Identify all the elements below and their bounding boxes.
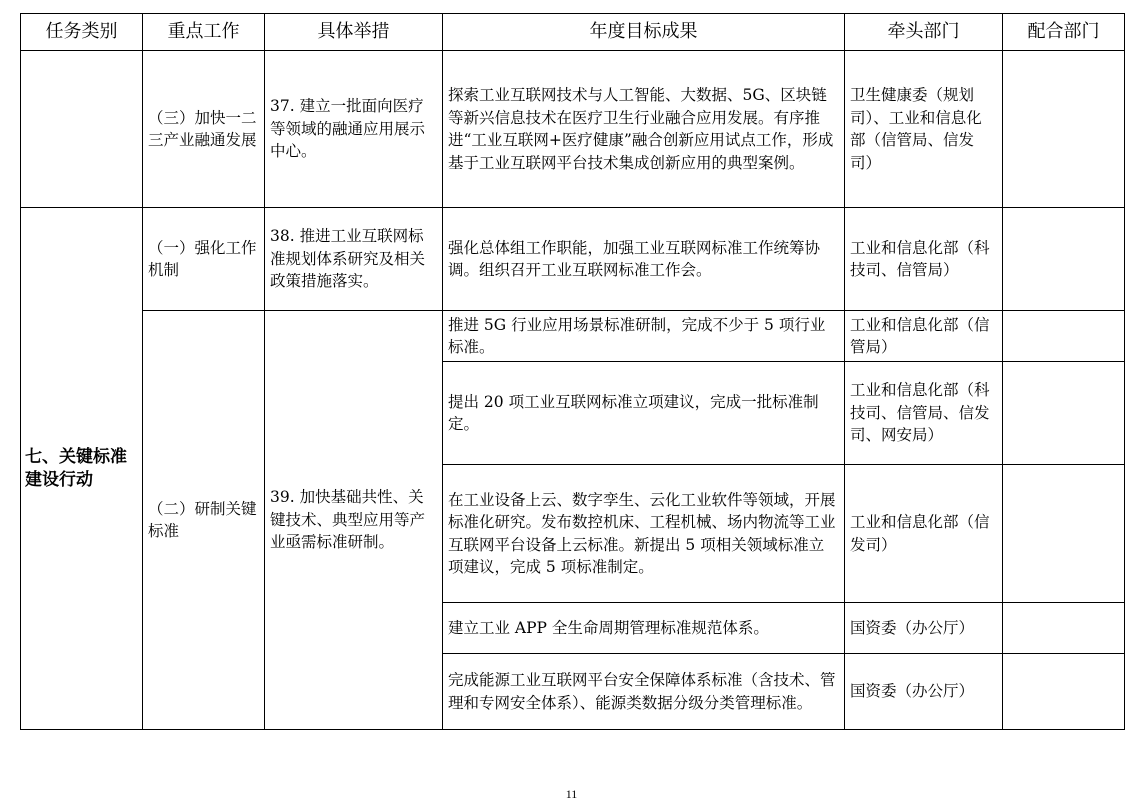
support-dept-cell [1003,51,1125,208]
lead-dept-cell: 卫生健康委（规划司）、工业和信息化部（信管局、信发司） [845,51,1003,208]
target-cell: 推进 5G 行业应用场景标准研制，完成不少于 5 项行业标准。 [443,311,845,362]
measure-cell: 39. 加快基础共性、关键技术、典型应用等产业亟需标准研制。 [265,311,443,730]
table-row [21,208,1125,311]
key-work-cell: （二）研制关键标准 [143,311,265,730]
header-support-department: 配合部门 [1003,14,1125,51]
table-header-row [21,14,1125,51]
category-cell-empty [21,51,143,208]
target-cell: 在工业设备上云、数字孪生、云化工业软件等领域，开展标准化研究。发布数控机床、工程机械、场内物流等工业互联网平台设备上云标准。新提出 5 项相关领域标准立项建议，完成 5 项标准制定。 [443,465,845,603]
target-cell: 提出 20 项工业互联网标准立项建议，完成一批标准制定。 [443,362,845,465]
key-work-cell: （一）强化工作机制 [143,208,265,311]
task-table [20,13,1125,730]
lead-dept-cell: 工业和信息化部（科技司、信管局、信发司、网安局） [845,362,1003,465]
support-dept-cell [1003,465,1125,603]
category-cell: 七、关键标准建设行动 [21,208,143,730]
lead-dept-cell: 国资委（办公厅） [845,603,1003,654]
support-dept-cell [1003,208,1125,311]
support-dept-cell [1003,362,1125,465]
page-number: 11 [565,787,578,801]
target-cell: 强化总体组工作职能，加强工业互联网标准工作统筹协调。组织召开工业互联网标准工作会。 [443,208,845,311]
measure-cell: 38. 推进工业互联网标准规划体系研究及相关政策措施落实。 [265,208,443,311]
lead-dept-cell: 工业和信息化部（信管局） [845,311,1003,362]
lead-dept-cell: 工业和信息化部（科技司、信管局） [845,208,1003,311]
header-annual-targets: 年度目标成果 [443,14,845,51]
target-cell: 建立工业 APP 全生命周期管理标准规范体系。 [443,603,845,654]
header-task-category: 任务类别 [21,14,143,51]
target-cell: 探索工业互联网技术与人工智能、大数据、5G、区块链等新兴信息技术在医疗卫生行业融合应用发展。有序推进“工业互联网+医疗健康”融合创新应用试点工作，形成基于工业互联网平台技术集成创新应用的典型案例。 [443,51,845,208]
lead-dept-cell: 工业和信息化部（信发司） [845,465,1003,603]
key-work-cell: （三）加快一二三产业融通发展 [143,51,265,208]
support-dept-cell [1003,603,1125,654]
support-dept-cell [1003,654,1125,730]
target-cell: 完成能源工业互联网平台安全保障体系标准（含技术、管理和专网安全体系）、能源类数据分级分类管理标准。 [443,654,845,730]
table-row [21,51,1125,208]
header-specific-measures: 具体举措 [265,14,443,51]
lead-dept-cell: 国资委（办公厅） [845,654,1003,730]
header-key-work: 重点工作 [143,14,265,51]
header-lead-department: 牵头部门 [845,14,1003,51]
support-dept-cell [1003,311,1125,362]
measure-cell: 37. 建立一批面向医疗等领域的融通应用展示中心。 [265,51,443,208]
table-row [21,311,1125,362]
